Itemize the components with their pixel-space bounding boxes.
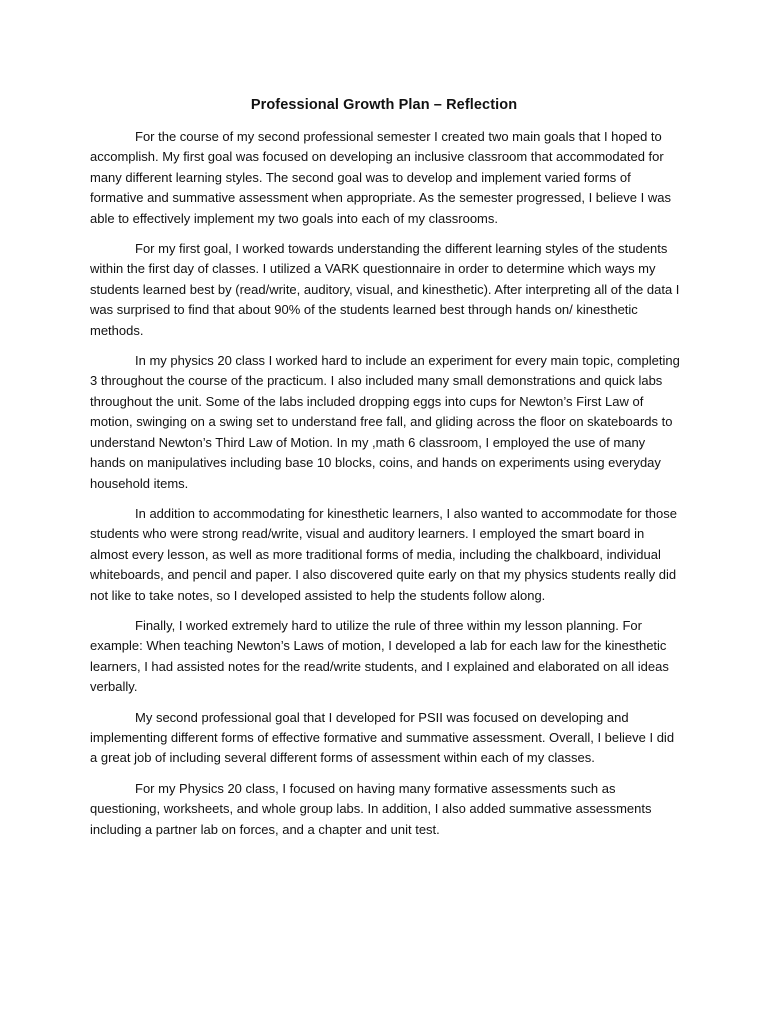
document-body (90, 127, 680, 850)
paragraph-physics-assessment: For my Physics 20 class, I focused on having many formative assessments such as questioning, worksheets, and whole group labs. In addition, I also added summative assessments including a partner lab on forces, and a chapter and unit test. (90, 780, 652, 837)
paragraph-rule-of-three: Finally, I worked extremely hard to utilize the rule of three within my lesson planning. For example: When teaching Newton’s Laws of motion, I developed a lab for each law for the kinesthetic learners, I had assisted notes for the read/write students, and I explained and elaborated on all ideas verbally. (90, 617, 669, 695)
paragraph-intro: For the course of my second professional semester I created two main goals that I hoped to accomplish. My first goal was focused on developing an inclusive classroom that accommodated for many different learning styles. The second goal was to develop and implement varied forms of formative and summative assessment when appropriate. As the semester progressed, I believe I was able to effectively implement my two goals into each of my classrooms. (90, 129, 671, 226)
paragraph-first-goal: For my first goal, I worked towards understanding the different learning styles of the students within the first day of classes. I utilized a VARK questionnaire in order to determine which ways my students learned best by (read/write, auditory, visual, and kinesthetic). After interpreting all of the data I was surprised to find that about 90% of the students learned best through hands on/ kinesthetic methods. (90, 241, 680, 338)
paragraph-second-goal: My second professional goal that I developed for PSII was focused on developing and implementing different forms of effective formative and summative assessment. Overall, I believe I did a great job of including several different forms of assessment within each of my classes. (90, 709, 675, 766)
paragraph-other-learners: In addition to accommodating for kinesthetic learners, I also wanted to accommodate for those students who were strong read/write, visual and auditory learners. I employed the smart board in almost every lesson, as well as more traditional forms of media, including the chalkboard, individual whiteboards, and pencil and paper. I also discovered quite early on that my physics students really did not like to take notes, so I developed assisted to help the students follow along. (90, 505, 677, 603)
paragraph-physics-labs: In my physics 20 class I worked hard to include an experiment for every main topic, completing 3 throughout the course of the practicum. I also included many small demonstrations and quick labs throughout the unit. Some of the labs included dropping eggs into cups for Newton’s First Law of motion, swinging on a swing set to understand free fall, and gliding across the floor on skateboards to understand Newton’s Third Law of Motion. In my ,math 6 classroom, I employed the use of many hands on manipulatives including base 10 blocks, coins, and hands on experiments using everyday household items. (90, 353, 680, 491)
document-title: Professional Growth Plan – Reflection (250, 97, 518, 113)
